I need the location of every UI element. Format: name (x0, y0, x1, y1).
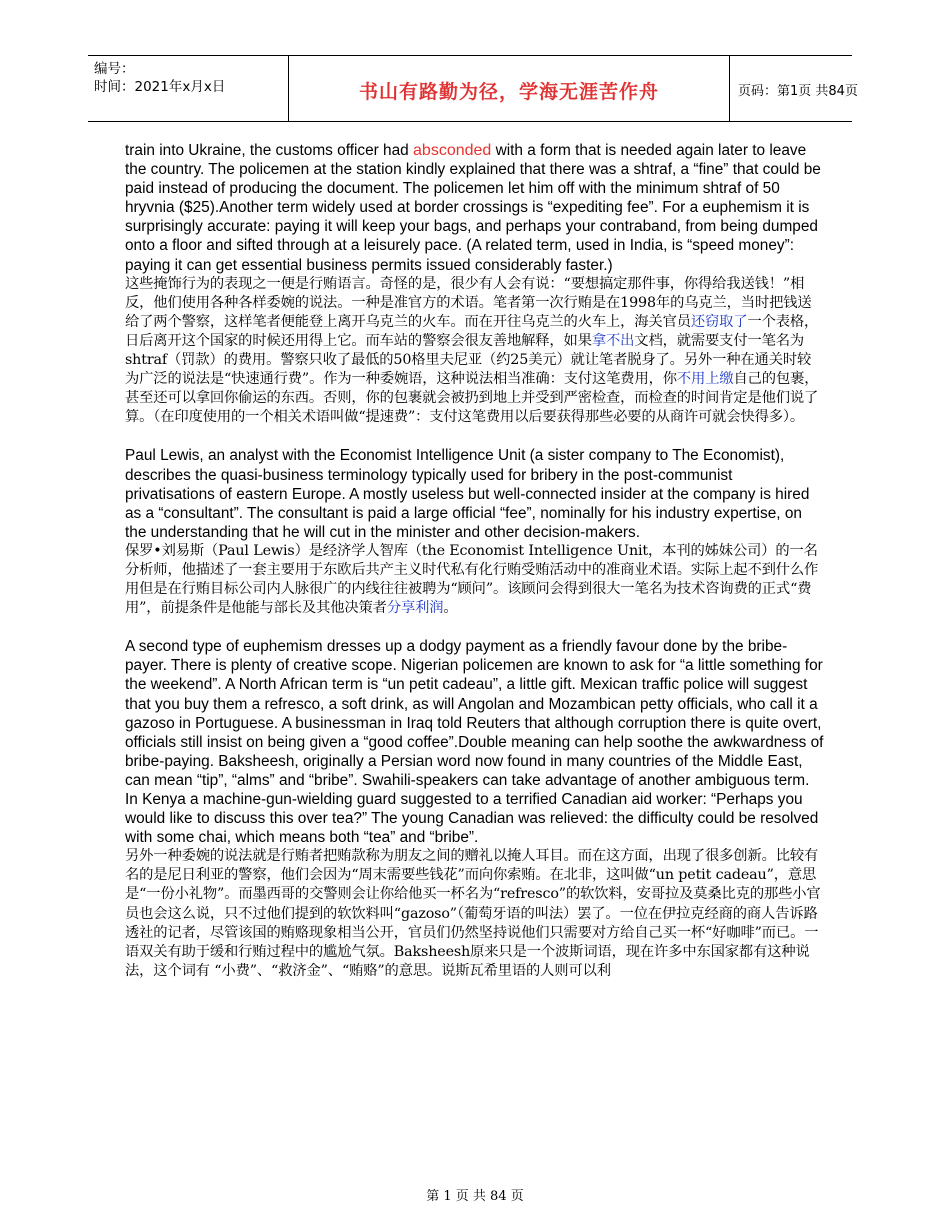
link-text[interactable]: 拿不出 (591, 332, 635, 349)
header-motto-cell (288, 56, 730, 121)
paragraph-cn-3: 另外一种委婉的说法就是行贿者把贿款称为朋友之间的赠礼以掩人耳目。而在这方面，出现了很多创新。比较有名的是尼日利亚的警察，他们会因为“周末需要些钱花”而向你索贿。在北非，这叫做“un petit cadeau”，意思是“一份小礼物”。而墨西哥的交警则会让你给他买一杯名为“refresco”的软饮料，安哥拉及莫桑比克的那些小官员也会这么说，只不过他们提到的软饮料叫“gazoso”（葡萄牙语的叫法）罢了。一位在伊拉克经商的商人告诉路透社的记者，尽管该国的贿赂现象相当公开，官员们仍然坚持说他们只需要对方给自己买一杯“好咖啡”而已。一语双关有助于缓和行贿过程中的尴尬气氛。Baksheesh原来只是一个波斯词语，现在许多中东国家都有这种说法，这个词有 “小费”、“救济金”、“贿赂”的意思。说斯瓦希里语的人则可以利 (125, 848, 821, 979)
serial-number-label: 编号： (94, 61, 135, 77)
page-info: 页码：第1页 共84页 (738, 84, 858, 99)
link-text[interactable]: 分享利润 (386, 600, 444, 617)
link-text[interactable]: 还窃取了 (690, 313, 748, 330)
text-run: train into Ukraine, the customs officer had (125, 142, 414, 159)
page-header (88, 55, 858, 122)
paragraph-gap (125, 618, 825, 637)
link-text[interactable]: 不用上缴 (676, 371, 734, 388)
text-run: 这些掩饰行为的表现之一便是行贿语言。奇怪的是，很少有人会有说：“要想搞定那件事，你得给我送钱！”相反，他们使用各种各样委婉的说法。一种是准官方的术语。笔者第一次行贿是在1998年的乌克兰，当时把钱送给了两个警察，这样笔者便能登上离开乌克兰的火车。而在开往乌克兰的火车上，海关官员 (125, 275, 812, 330)
paragraph-en-2: Paul Lewis, an analyst with the Economist Intelligence Unit (a sister company to The Economist), describes the quasi-business terminology typically used for bribery in the post-communist privatisations of eastern Europe. A mostly useless but well-connected insider at the company is hired as a “consultant”. The consultant is paid a large official “fee”, nominally for his industry expertise, on the understanding that he will cut in the minister and other decision-makers. (125, 447, 810, 541)
paragraph-gap (125, 427, 825, 446)
paragraph-en-3: A second type of euphemism dresses up a dodgy payment as a friendly favour done by the bribe-payer. There is plenty of creative scope. Nigerian policemen are known to ask for “a little something for the weekend”. A North African term is “un petit cadeau”, a little gift. Mexican traffic police will suggest that you buy them a refresco, a soft drink, as will Angolan and Mozambican petty officials, who call it a gazoso in Portuguese. A businessman in Iraq told Reuters that although corruption there is quite overt, officials still insist on being given a “good coffee”.Double meaning can help soothe the awkwardness of bribe-paying. Baksheesh, originally a Persian word now found in many countries of the Middle East, can mean “tip”, “alms” and “bribe”. Swahili-speakers can take advantage of another ambiguous term. In Kenya a machine-gun-wielding guard suggested to a terrified Canadian aid worker: “Perhaps you would like to discuss this over tea?” The young Canadian was relieved: the difficulty could be resolved with some chai, which means both “tea” and “bribe”. (125, 638, 824, 847)
motto-text: 书山有路勤为径，学海无涯苦作舟 (358, 81, 659, 103)
text-run: with a form that is needed again later to leave the country. The policemen at the station kindly explained that there was a shtraf, a “fine” that could be paid instead of producing the document. The policemen let him off with the minimum shtraf of 50 hryvnia ($25).Another term widely used at border crossings is “expediting fee”. For a euphemism it is surprisingly accurate: paying it will keep your bags, and perhaps your contraband, from being dumped onto a floor and sifted through at a leisurely pace. (A related term, used in India, is “speed money”: paying it can get essential business permits issued considerably faster.) (125, 142, 821, 274)
date-label: 时间：2021年x月x日 (94, 79, 226, 95)
text-run: 自己的包裹，甚至还可以拿回你偷运的东西。否则，你的包裹就会被扔到地上并受到严密检查，而检查的时间肯定是他们说了算。（在印度使用的一个相关术语叫做“提速费”：支付这笔费用以后要获得那些必要的从商许可就会快得多）。 (125, 371, 819, 426)
text-run: 一个表格，日后离开这个国家的时候还用得上它。而车站的警察会很友善地解释，如果 (125, 313, 819, 349)
text-run: 文档，就需要支付一笔名为shtraf（罚款）的费用。警察只收了最低的50格里夫尼亚（约25美元）就让笔者脱身了。另外一种在通关时较为广泛的说法是“快速通行费”。作为一种委婉语，这种说法相当准确：支付这笔费用，你 (125, 332, 812, 388)
document-body (125, 141, 825, 981)
paragraph-en-1 (125, 141, 825, 275)
text-run: 保罗•刘易斯（Paul Lewis）是经济学人智库（the Economist Intelligence Unit，本刊的姊妹公司）的一名分析师，他描述了一套主要用于东欧后共产主义时代私有化行贿受贿活动中的准商业术语。实际上起不到什么作用但是在行贿目标公司内人脉很广的内线往往被聘为“顾问”。该顾问会得到很大一笔名为技术咨询费的正式“费用”，前提条件是他能与部长及其他决策者 (125, 542, 819, 617)
header-meta-cell (88, 56, 288, 121)
page-footer: 第 1 页 共 84 页 (426, 1189, 524, 1204)
text-run: 。 (443, 600, 458, 617)
highlighted-word: absconded (413, 142, 492, 159)
paragraph-cn-1 (125, 275, 825, 428)
header-page-cell (730, 56, 858, 121)
paragraph-cn-2 (125, 542, 825, 618)
